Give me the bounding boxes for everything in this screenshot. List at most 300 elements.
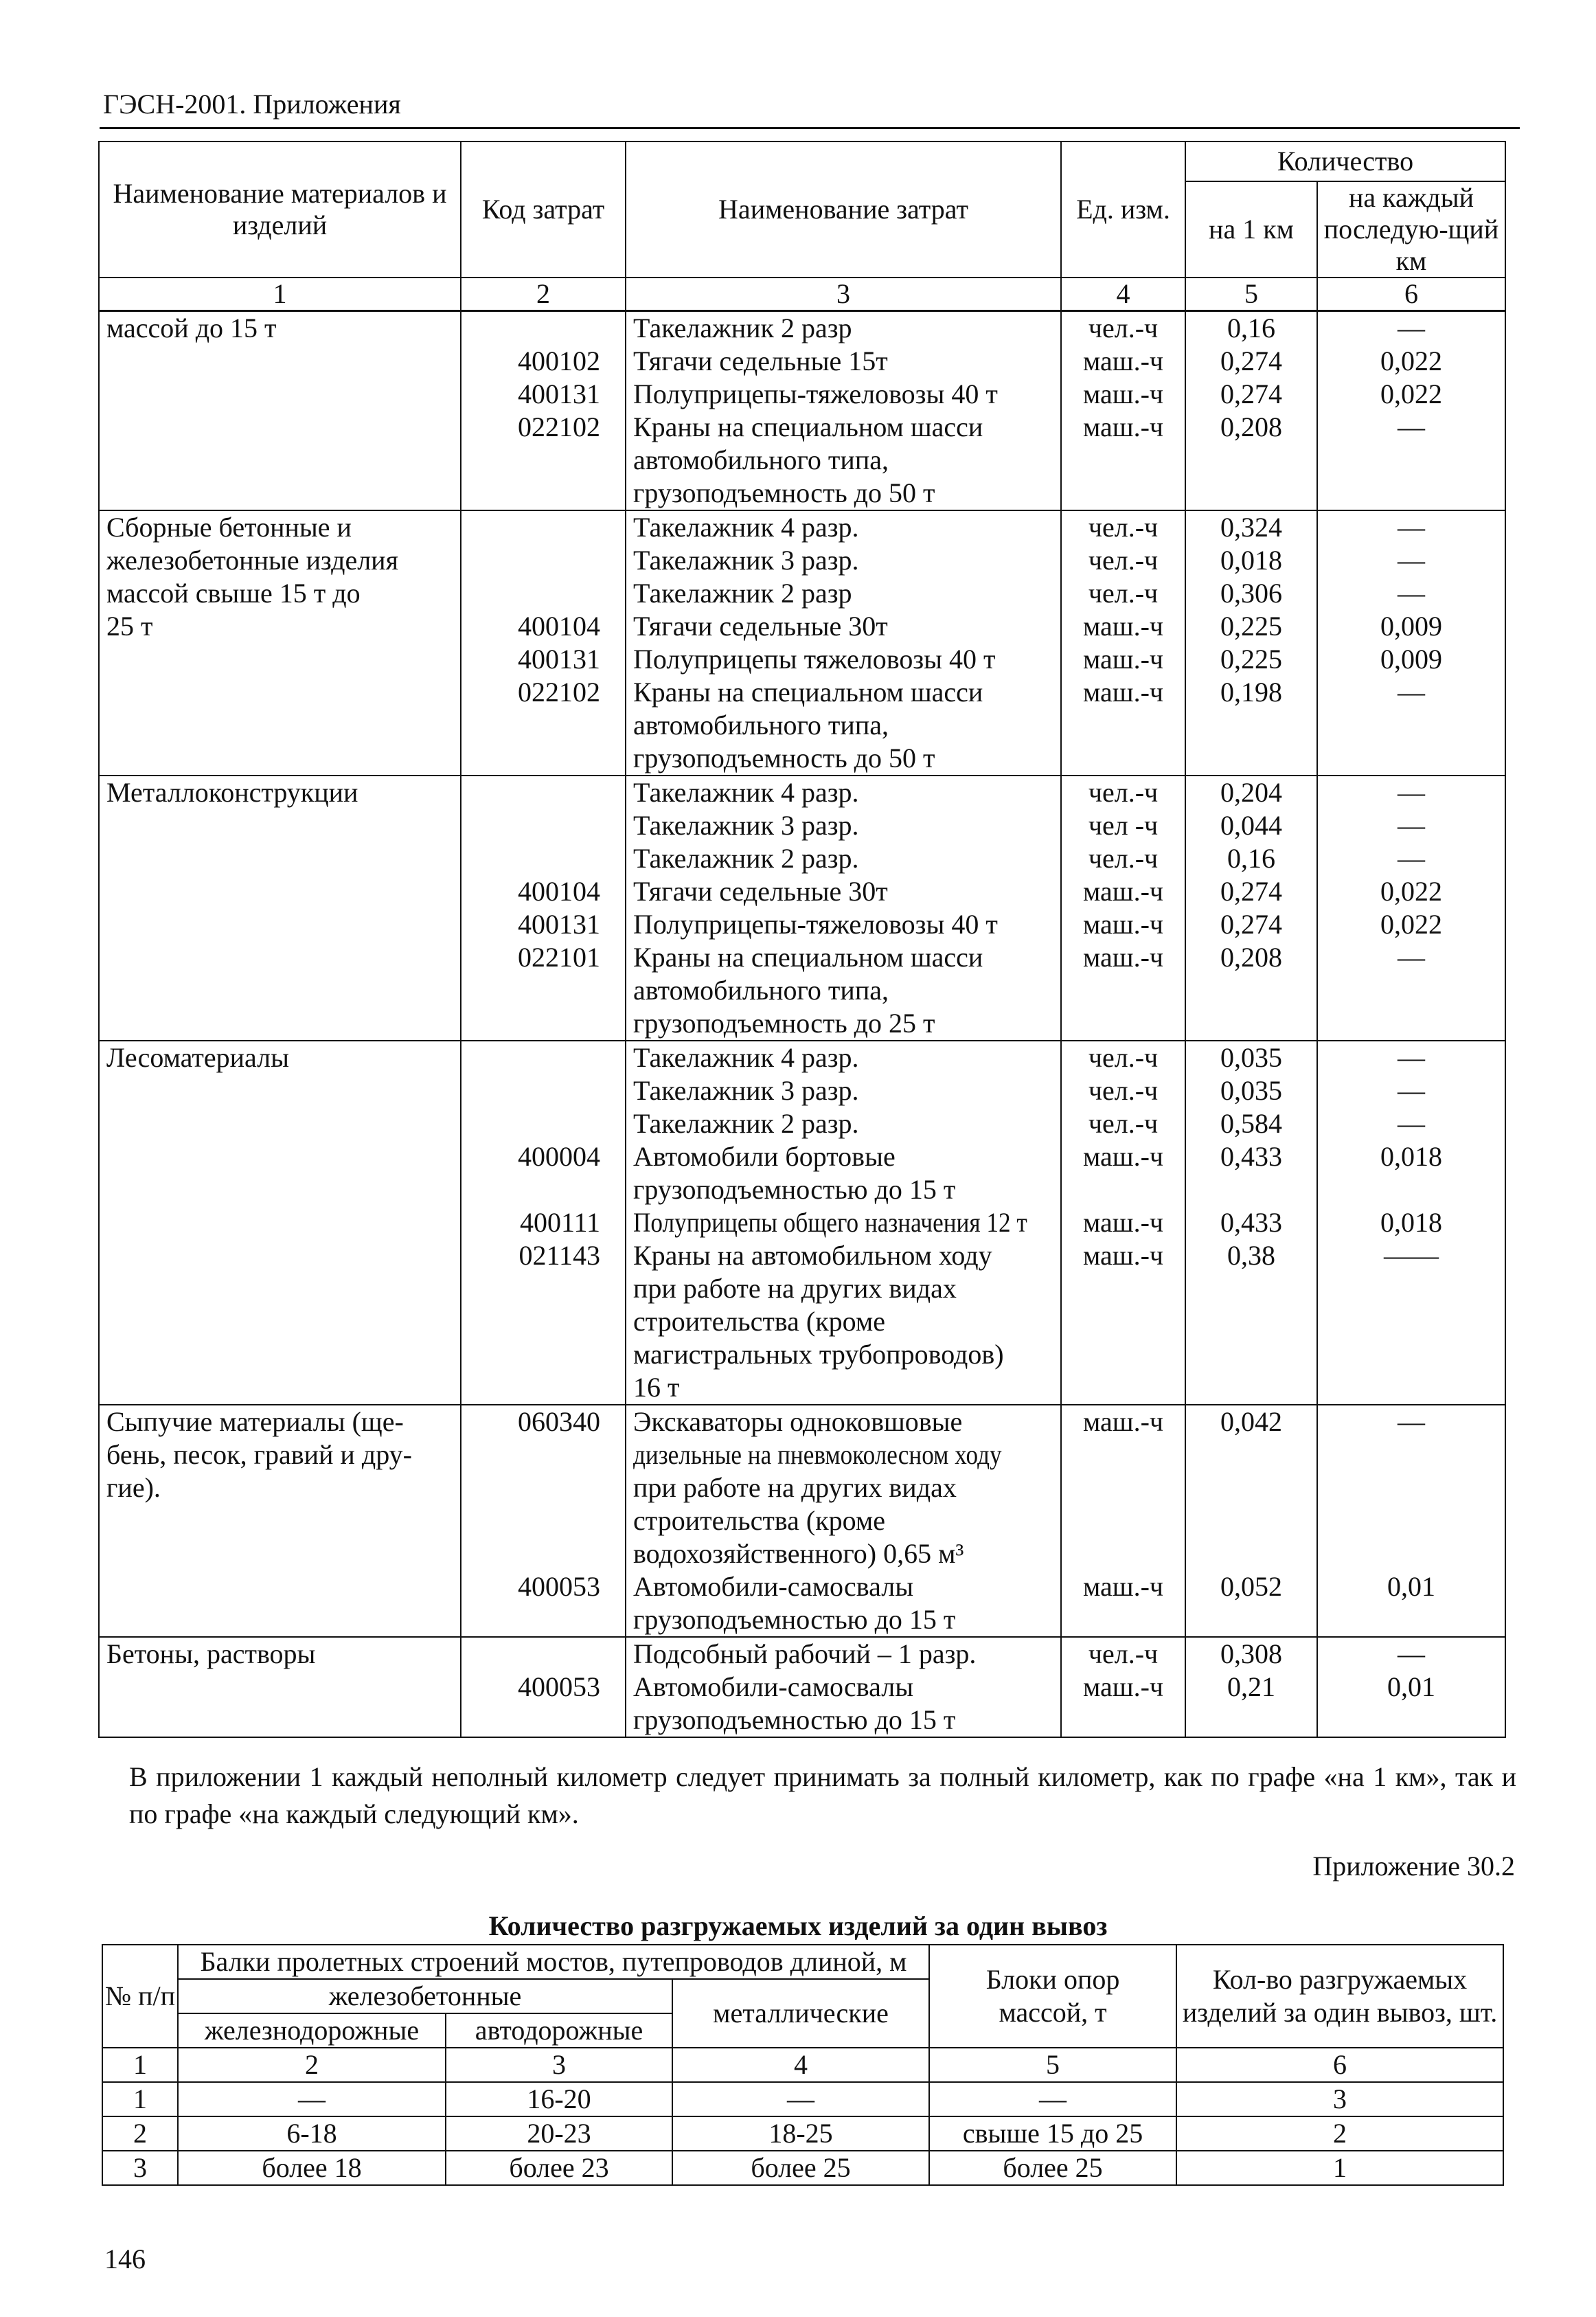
unit: маш.-ч: [1082, 411, 1164, 442]
spacer: [1062, 742, 1185, 775]
spacer: [1186, 1704, 1316, 1737]
text-line: Сборные бетонные и: [106, 512, 352, 543]
cost-code: 400131: [518, 909, 600, 940]
table-cell: —: [178, 2082, 446, 2116]
table-cell: более 18: [178, 2151, 446, 2185]
header-unload-count: Кол-во разгружаемых изделий за один вывоз, шт.: [1176, 1945, 1503, 2048]
material-name-cell: [99, 311, 461, 511]
spacer: [1186, 1537, 1316, 1570]
unit-cell: [1061, 1041, 1185, 1405]
spacer: [1318, 1537, 1505, 1570]
column-number: 2: [461, 278, 626, 311]
cost-code: [461, 842, 600, 875]
cost-code: [461, 1107, 600, 1140]
text-line: магистральных трубопроводов): [633, 1339, 1004, 1370]
text-line: дизельные на пневмоколесном ходу: [633, 1439, 1002, 1470]
cost-code-cell: [461, 1637, 626, 1737]
header-each-next-km: на каждый последую-щий км: [1317, 181, 1505, 278]
each-next-km-value: —: [1398, 411, 1425, 442]
per-km-value: 0,208: [1220, 411, 1282, 442]
table-cell: 16-20: [446, 2082, 672, 2116]
header-quantity: Количество: [1185, 142, 1505, 181]
header-rule: [100, 127, 1520, 129]
each-next-km-value: —: [1398, 1406, 1425, 1437]
per-km-value: 0,274: [1220, 909, 1282, 940]
unit: чел.-ч: [1088, 777, 1159, 808]
table-cell: 2: [102, 2116, 178, 2151]
cost-code: [461, 1041, 600, 1074]
unit: маш.-ч: [1082, 677, 1164, 708]
material-name-cell: [99, 1405, 461, 1637]
spacer: [1186, 1504, 1316, 1537]
table-cell: свыше 15 до 25: [929, 2116, 1176, 2151]
unit-cell: [1061, 776, 1185, 1041]
unit: чел.-ч: [1088, 843, 1159, 874]
cost-code: 022102: [518, 411, 600, 442]
header-reinforced-concrete: железобетонные: [178, 1979, 672, 2013]
per-km-value: 0,035: [1220, 1042, 1282, 1073]
spacer: [1318, 477, 1505, 510]
spacer: [461, 1537, 600, 1570]
cost-code: [461, 544, 600, 577]
spacer: [1062, 1704, 1185, 1737]
unit: маш.-ч: [1082, 644, 1164, 675]
spacer: [461, 709, 600, 742]
text-line: массой свыше 15 т до: [106, 578, 361, 609]
table-cell: 20-23: [446, 2116, 672, 2151]
cost-code-cell: [461, 510, 626, 776]
cost-name-cell: [626, 1405, 1061, 1637]
each-next-km-cell: [1317, 1405, 1505, 1637]
running-header: ГЭСН-2001. Приложения: [103, 89, 401, 120]
column-number: 5: [1185, 278, 1317, 311]
per-km-value: 0,274: [1220, 876, 1282, 907]
unit: маш.-ч: [1082, 876, 1164, 907]
each-next-km-cell: [1317, 1041, 1505, 1405]
spacer: [1186, 1371, 1316, 1404]
text-line: Такелажник 3 разр.: [633, 1075, 859, 1106]
unit: маш.-ч: [1082, 611, 1164, 642]
material-name-cell: [99, 1637, 461, 1737]
per-km-cell: [1185, 1637, 1317, 1737]
each-next-km-value: ——: [1384, 1240, 1439, 1271]
spacer: [1062, 974, 1185, 1007]
table2-title: Количество разгружаемых изделий за один вывоз: [488, 1910, 1108, 1941]
table-cell: —: [929, 2082, 1176, 2116]
unit: чел.-ч: [1088, 545, 1159, 576]
cost-code: [461, 1074, 600, 1107]
per-km-value: 0,324: [1220, 512, 1282, 543]
per-km-value: 0,044: [1220, 810, 1282, 841]
each-next-km-value: —: [1398, 843, 1425, 874]
material-group-row: [99, 510, 1505, 776]
per-km-value: 0,433: [1220, 1207, 1282, 1238]
table-cell: 3: [102, 2151, 178, 2185]
text-line: Краны на специальном шасси: [633, 411, 983, 442]
each-next-km-value: 0,022: [1380, 346, 1442, 376]
spacer: [1318, 1438, 1505, 1471]
unit: маш.-ч: [1082, 1406, 1164, 1437]
unit: чел.-ч: [1088, 578, 1159, 609]
spacer: [461, 477, 600, 510]
cost-name-cell: [626, 510, 1061, 776]
spacer: [1062, 1338, 1185, 1371]
cost-code: 022101: [518, 942, 600, 973]
text-line: строительства (кроме: [633, 1505, 885, 1536]
spacer: [1186, 1173, 1316, 1206]
cost-code: 400102: [518, 346, 600, 376]
spacer: [1062, 1272, 1185, 1305]
spacer: [1186, 1007, 1316, 1040]
unit: маш.-ч: [1082, 1240, 1164, 1271]
text-line: Тягачи седельные 15т: [633, 346, 888, 376]
each-next-km-value: —: [1398, 578, 1425, 609]
spacer: [1062, 1438, 1185, 1471]
each-next-km-value: 0,022: [1380, 378, 1442, 409]
spacer: [1186, 444, 1316, 477]
cost-name-cell: [626, 1637, 1061, 1737]
material-name-cell: [99, 776, 461, 1041]
text-line: Тягачи седельные 30т: [633, 611, 888, 642]
text-line: Металлоконструкции: [106, 777, 358, 808]
cost-code-cell: [461, 1041, 626, 1405]
unit: чел.-ч: [1088, 512, 1159, 543]
each-next-km-cell: [1317, 510, 1505, 776]
text-line: автомобильного типа,: [633, 444, 889, 475]
table-cell: более 23: [446, 2151, 672, 2185]
text-line: грузоподъемностью до 15 т: [633, 1174, 956, 1205]
unit-cell: [1061, 1405, 1185, 1637]
text-line: Автомобили бортовые: [633, 1141, 896, 1172]
spacer: [1318, 1504, 1505, 1537]
spacer: [1318, 1338, 1505, 1371]
cost-code: 400104: [518, 876, 600, 907]
table-cell: 1: [1176, 2151, 1503, 2185]
column-number: 4: [1061, 278, 1185, 311]
each-next-km-cell: [1317, 311, 1505, 511]
each-next-km-value: —: [1398, 777, 1425, 808]
column-number: 1: [102, 2048, 178, 2082]
spacer: [461, 1471, 600, 1504]
spacer: [461, 1305, 600, 1338]
spacer: [461, 1007, 600, 1040]
unit: чел.-ч: [1088, 313, 1159, 343]
text-line: Подсобный рабочий – 1 разр.: [633, 1638, 977, 1669]
text-line: Такелажник 4 разр.: [633, 1042, 859, 1073]
cost-code: [461, 511, 600, 544]
text-line: Автомобили-самосвалы: [633, 1671, 914, 1702]
each-next-km-value: 0,01: [1387, 1571, 1435, 1602]
text-line: грузоподъемность до 50 т: [633, 477, 935, 508]
column-number: 3: [626, 278, 1061, 311]
per-km-value: 0,225: [1220, 644, 1282, 675]
spacer: [1318, 1371, 1505, 1404]
unit: маш.-ч: [1082, 1571, 1164, 1602]
unit: маш.-ч: [1082, 346, 1164, 376]
unit: маш.-ч: [1082, 1141, 1164, 1172]
spacer: [461, 1338, 600, 1371]
each-next-km-value: —: [1398, 677, 1425, 708]
text-line: Такелажник 3 разр.: [633, 545, 859, 576]
per-km-value: 0,584: [1220, 1108, 1282, 1139]
each-next-km-value: —: [1398, 1108, 1425, 1139]
cost-code: [461, 776, 600, 809]
material-group-row: [99, 776, 1505, 1041]
per-km-value: 0,052: [1220, 1571, 1282, 1602]
unit-cell: [1061, 311, 1185, 511]
each-next-km-value: —: [1398, 313, 1425, 343]
spacer: [1186, 1603, 1316, 1636]
each-next-km-value: 0,01: [1387, 1671, 1435, 1702]
unit: маш.-ч: [1082, 1207, 1164, 1238]
cost-code-cell: [461, 311, 626, 511]
spacer: [1062, 709, 1185, 742]
spacer: [461, 742, 600, 775]
each-next-km-value: —: [1398, 512, 1425, 543]
cost-code: 400131: [518, 644, 600, 675]
text-line: Сыпучие материалы (ще-: [106, 1406, 404, 1437]
unit: маш.-ч: [1082, 942, 1164, 973]
per-km-cell: [1185, 1041, 1317, 1405]
material-name-cell: [99, 510, 461, 776]
unit: маш.-ч: [1082, 378, 1164, 409]
per-km-value: 0,204: [1220, 777, 1282, 808]
text-line: Такелажник 4 разр.: [633, 512, 859, 543]
spacer: [1062, 1305, 1185, 1338]
column-number-row: [102, 2048, 1503, 2082]
unit: маш.-ч: [1082, 1671, 1164, 1702]
spacer: [1318, 742, 1505, 775]
cost-code: [461, 1638, 600, 1671]
cost-code: 400104: [518, 611, 600, 642]
unload-count-table: [102, 1944, 1504, 2186]
text-line: Бетоны, растворы: [106, 1638, 316, 1669]
material-group-row: [99, 311, 1505, 511]
text-line: водохозяйственного) 0,65 м³: [633, 1538, 964, 1569]
text-line: 25 т: [106, 611, 153, 642]
column-number: 4: [672, 2048, 929, 2082]
per-km-value: 0,035: [1220, 1075, 1282, 1106]
cost-code: 400004: [518, 1141, 600, 1172]
spacer: [1318, 1704, 1505, 1737]
table-row: [102, 2151, 1503, 2185]
cost-code: 400111: [519, 1207, 600, 1238]
header-road: автодорожные: [446, 2013, 672, 2048]
spacer: [1318, 444, 1505, 477]
spacer: [461, 974, 600, 1007]
spacer: [1062, 444, 1185, 477]
spacer: [1318, 1007, 1505, 1040]
header-cost-code: Код затрат: [461, 142, 626, 278]
header-per-km: на 1 км: [1185, 181, 1317, 278]
spacer: [1186, 742, 1316, 775]
cost-code: [461, 809, 600, 842]
spacer: [1318, 1173, 1505, 1206]
text-line: Полуприцепы общего назначения 12 т: [633, 1207, 1027, 1238]
text-line: Такелажник 3 разр.: [633, 810, 859, 841]
cost-code: [461, 577, 600, 610]
each-next-km-value: 0,022: [1380, 909, 1442, 940]
per-km-value: 0,38: [1227, 1240, 1275, 1271]
spacer: [461, 1504, 600, 1537]
per-km-value: 0,308: [1220, 1638, 1282, 1669]
cost-name-cell: [626, 776, 1061, 1041]
cost-code: 060340: [518, 1406, 600, 1437]
cost-code: 400053: [518, 1571, 600, 1602]
each-next-km-value: —: [1398, 810, 1425, 841]
text-line: автомобильного типа,: [633, 975, 889, 1006]
transport-costs-table: [98, 141, 1506, 1738]
per-km-value: 0,306: [1220, 578, 1282, 609]
text-line: массой до 15 т: [106, 313, 277, 343]
unit: чел.-ч: [1088, 1042, 1159, 1073]
text-line: при работе на других видах: [633, 1472, 957, 1503]
per-km-value: 0,225: [1220, 611, 1282, 642]
note-text: В приложении 1 каждый неполный километр следует принимать за полный километр, как по графе «на 1 км», так и по графе «на каждый следующий км».: [129, 1761, 1516, 1829]
text-line: грузоподъемностью до 15 т: [633, 1704, 956, 1735]
unit: чел.-ч: [1088, 1108, 1159, 1139]
spacer: [1062, 1007, 1185, 1040]
text-line: 16 т: [633, 1372, 680, 1403]
text-line: Тягачи седельные 30т: [633, 876, 888, 907]
each-next-km-value: 0,022: [1380, 876, 1442, 907]
header-metal: металлические: [672, 1979, 929, 2048]
spacer: [1318, 1305, 1505, 1338]
text-line: бень, песок, гравий и дру-: [106, 1439, 412, 1470]
text-line: гие).: [106, 1472, 161, 1503]
table-row: [102, 2082, 1503, 2116]
each-next-km-value: —: [1398, 545, 1425, 576]
per-km-value: 0,208: [1220, 942, 1282, 973]
spacer: [1186, 709, 1316, 742]
per-km-value: 0,433: [1220, 1141, 1282, 1172]
table-cell: —: [672, 2082, 929, 2116]
text-line: Краны на специальном шасси: [633, 677, 983, 708]
text-line: грузоподъемность до 50 т: [633, 743, 935, 773]
spacer: [1186, 1438, 1316, 1471]
table-cell: 1: [102, 2082, 178, 2116]
cost-name-cell: [626, 311, 1061, 511]
per-km-value: 0,018: [1220, 545, 1282, 576]
table-row: [102, 2116, 1503, 2151]
text-line: Такелажник 2 разр.: [633, 1108, 859, 1139]
spacer: [1318, 1603, 1505, 1636]
per-km-cell: [1185, 510, 1317, 776]
spacer: [1062, 1504, 1185, 1537]
spacer: [461, 1704, 600, 1737]
each-next-km-value: 0,009: [1380, 611, 1442, 642]
each-next-km-cell: [1317, 776, 1505, 1041]
table-cell: 6-18: [178, 2116, 446, 2151]
header-num: № п/п: [102, 1945, 178, 2048]
appendix-label: Приложение 30.2: [1312, 1851, 1515, 1881]
header-unit: Ед. изм.: [1061, 142, 1185, 278]
text-line: Полуприцепы тяжеловозы 40 т: [633, 644, 996, 675]
spacer: [461, 1371, 600, 1404]
unit: чел -ч: [1088, 810, 1159, 841]
unit: чел.-ч: [1088, 1638, 1159, 1669]
per-km-cell: [1185, 311, 1317, 511]
material-name-cell: [99, 1041, 461, 1405]
cost-code-cell: [461, 776, 626, 1041]
per-km-value: 0,274: [1220, 378, 1282, 409]
per-km-value: 0,198: [1220, 677, 1282, 708]
spacer: [461, 1272, 600, 1305]
text-line: Полуприцепы-тяжеловозы 40 т: [633, 909, 998, 940]
spacer: [1186, 1305, 1316, 1338]
cost-code-cell: [461, 1405, 626, 1637]
column-number: 3: [446, 2048, 672, 2082]
column-number: 2: [178, 2048, 446, 2082]
spacer: [1062, 1371, 1185, 1404]
text-line: Автомобили-самосвалы: [633, 1571, 914, 1602]
cost-code: 021143: [518, 1240, 600, 1271]
spacer: [1318, 974, 1505, 1007]
table-cell: 3: [1176, 2082, 1503, 2116]
unit-cell: [1061, 1637, 1185, 1737]
material-group-row: [99, 1041, 1505, 1405]
unit: маш.-ч: [1082, 909, 1164, 940]
text-line: автомобильного типа,: [633, 710, 889, 741]
text-line: при работе на других видах: [633, 1273, 957, 1304]
spacer: [461, 1438, 600, 1471]
each-next-km-value: —: [1398, 1042, 1425, 1073]
spacer: [1062, 477, 1185, 510]
spacer: [1062, 1537, 1185, 1570]
cost-code: [461, 312, 600, 345]
text-line: Такелажник 2 разр: [633, 578, 852, 609]
material-group-row: [99, 1637, 1505, 1737]
text-line: грузоподъемностью до 15 т: [633, 1604, 956, 1635]
spacer: [1318, 1471, 1505, 1504]
spacer: [1186, 1338, 1316, 1371]
cost-code: 022102: [518, 677, 600, 708]
spacer: [1186, 1272, 1316, 1305]
column-number: 6: [1317, 278, 1505, 311]
text-line: грузоподъемность до 25 т: [633, 1008, 935, 1039]
per-km-value: 0,16: [1227, 843, 1275, 874]
header-blocks: Блоки опор массой, т: [929, 1945, 1176, 2048]
text-line: Краны на специальном шасси: [633, 942, 983, 973]
header-beams: Балки пролетных строений мостов, путепроводов длиной, м: [178, 1945, 929, 1979]
text-line: Такелажник 2 разр.: [633, 843, 859, 874]
text-line: Такелажник 4 разр.: [633, 777, 859, 808]
header-cost-name: Наименование затрат: [626, 142, 1061, 278]
spacer: [1186, 477, 1316, 510]
header-material-name: Наименование материалов и изделий: [99, 142, 461, 278]
material-group-row: [99, 1405, 1505, 1637]
each-next-km-value: —: [1398, 1075, 1425, 1106]
text-line: Краны на автомобильном ходу: [633, 1240, 992, 1271]
unit-cell: [1061, 510, 1185, 776]
column-number: 1: [99, 278, 461, 311]
table-cell: более 25: [929, 2151, 1176, 2185]
each-next-km-value: 0,009: [1380, 644, 1442, 675]
spacer: [1318, 1272, 1505, 1305]
spacer: [461, 1603, 600, 1636]
table-cell: 18-25: [672, 2116, 929, 2151]
each-next-km-value: —: [1398, 942, 1425, 973]
text-line: Экскаваторы одноковшовые: [633, 1406, 963, 1437]
column-number: 5: [929, 2048, 1176, 2082]
spacer: [1186, 974, 1316, 1007]
table-cell: 2: [1176, 2116, 1503, 2151]
spacer: [1062, 1603, 1185, 1636]
unit: чел.-ч: [1088, 1075, 1159, 1106]
per-km-value: 0,16: [1227, 313, 1275, 343]
per-km-value: 0,042: [1220, 1406, 1282, 1437]
spacer: [1062, 1471, 1185, 1504]
